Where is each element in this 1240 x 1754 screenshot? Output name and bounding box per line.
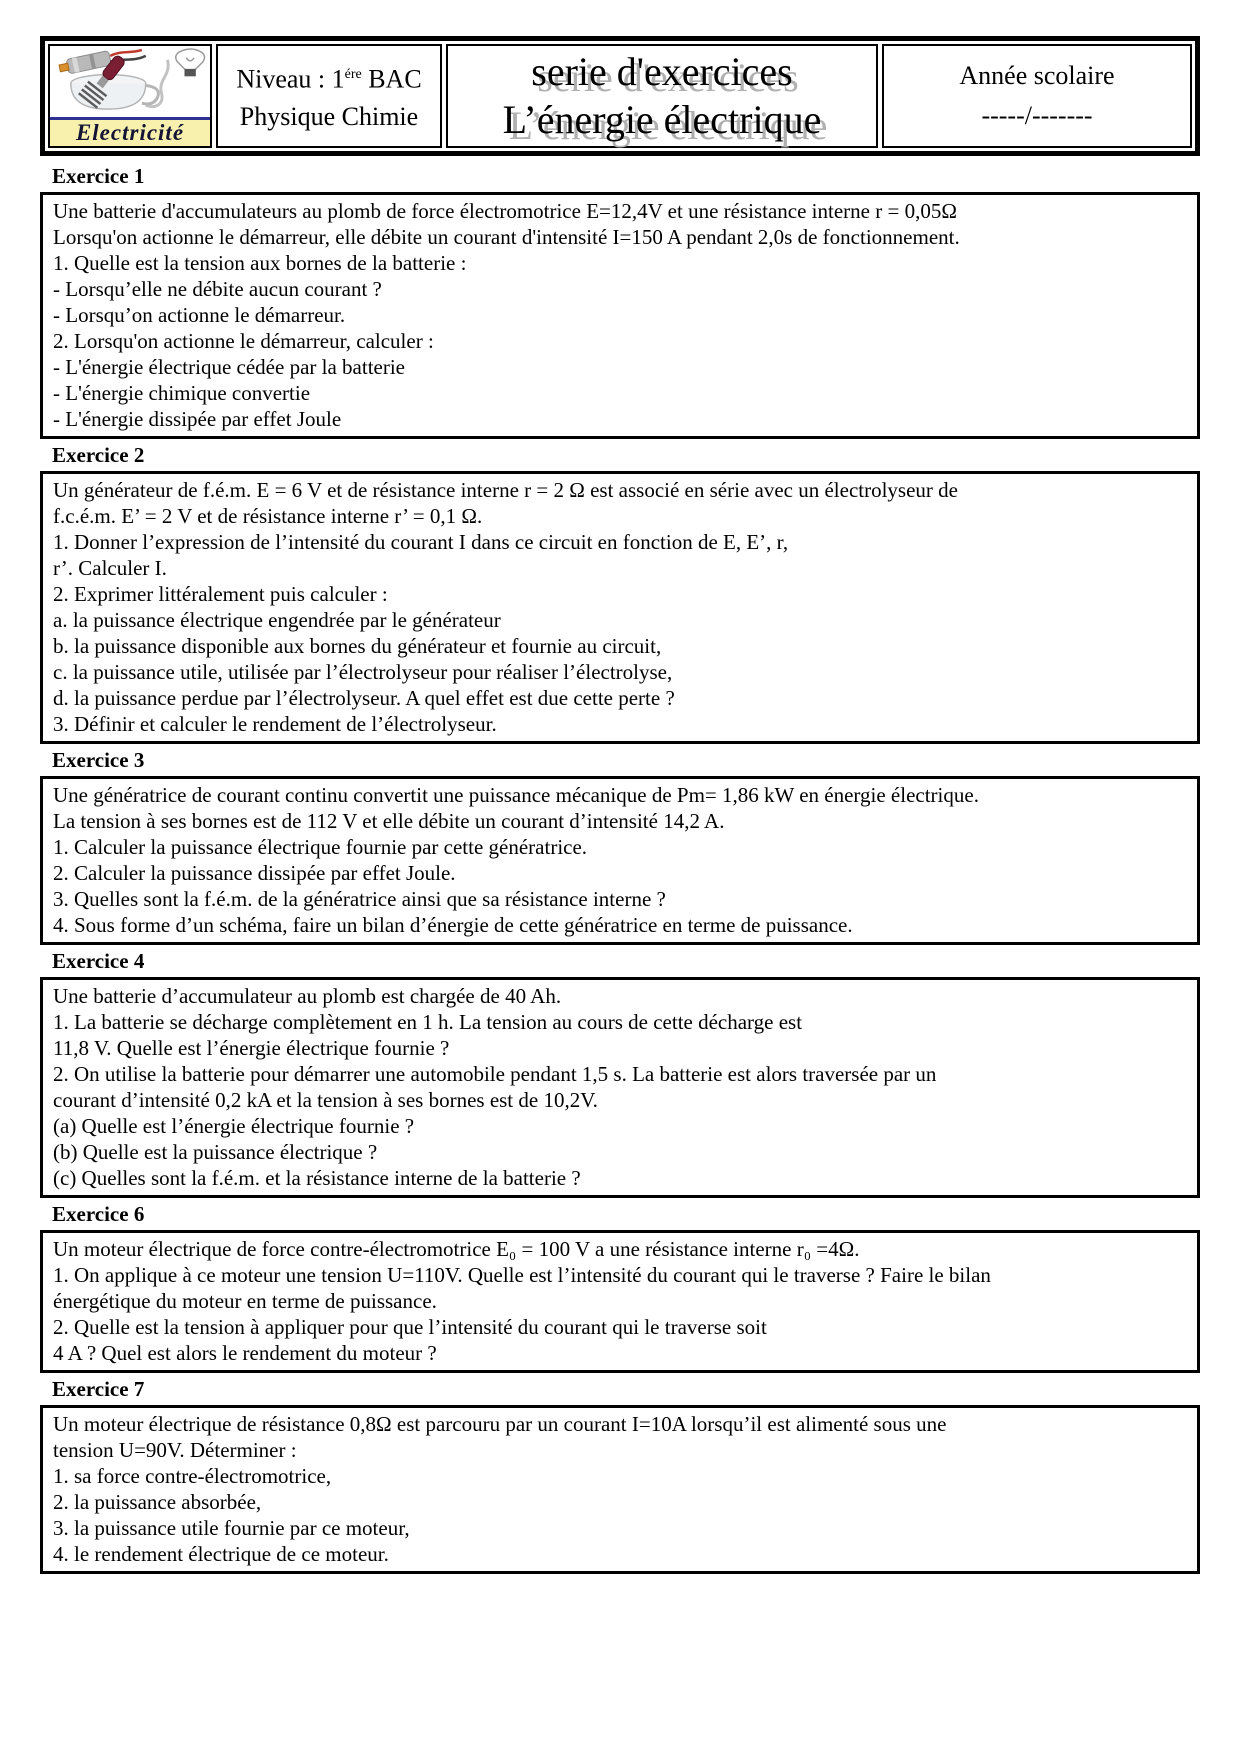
school-year-label: Année scolaire <box>959 61 1115 90</box>
exercise-text-line: Un générateur de f.é.m. E = 6 V et de résistance interne r = 2 Ω est associé en série avec un électrolyseur de <box>53 478 958 502</box>
exercise-text-line: c. la puissance utile, utilisée par l’électrolyseur pour réaliser l’électrolyse, <box>53 660 673 684</box>
sheet-title-line1: serie d'exercices <box>531 49 793 94</box>
exercise-text-line: La tension à ses bornes est de 112 V et elle débite un courant d’intensité 14,2 A. <box>53 809 725 833</box>
exercise-box <box>40 471 1200 744</box>
exercise-text-line: (c) Quelles sont la f.é.m. et la résistance interne de la batterie ? <box>53 1166 581 1190</box>
school-year-blank: -----/------- <box>981 101 1093 130</box>
exercise-box <box>40 977 1200 1198</box>
exercise-text-line: 3. Définir et calculer le rendement de l’électrolyseur. <box>53 712 497 736</box>
exercise-text-line: - L'énergie électrique cédée par la batterie <box>53 355 406 379</box>
school-year-cell <box>882 44 1192 148</box>
exercise-text-line: - Lorsqu’on actionne le démarreur. <box>53 303 346 327</box>
exercise-text-line: Lorsqu'on actionne le démarreur, elle débite un courant d'intensité I=150 A pendant 2,0s de fonctionnement. <box>53 225 960 249</box>
logo-cell <box>48 44 212 148</box>
exercise-section <box>40 1198 1200 1373</box>
red-wire <box>110 50 142 56</box>
exercise-text-line: courant d’intensité 0,2 kA et la tension à ses bornes est de 10,2V. <box>53 1088 598 1112</box>
exercise-section <box>40 1373 1200 1574</box>
exercise-text-line: r’. Calculer I. <box>53 556 167 580</box>
exercise-title: Exercice 4 <box>52 949 145 973</box>
exercise-text-line: Un moteur électrique de force contre-électromotrice E₀ = 100 V a une résistance interne r₀ =4Ω. <box>53 1237 860 1261</box>
exercise-text-line: d. la puissance perdue par l’électrolyseur. A quel effet est due cette perte ? <box>53 686 675 710</box>
exercise-text-line: 11,8 V. Quelle est l’énergie électrique fournie ? <box>53 1036 450 1060</box>
exercise-text-line: - L'énergie dissipée par effet Joule <box>53 407 342 431</box>
exercise-text-line: Une batterie d’accumulateur au plomb est chargée de 40 Ah. <box>53 984 562 1008</box>
exercise-text-line: a. la puissance électrique engendrée par le générateur <box>53 608 501 632</box>
exercise-text-line: - L'énergie chimique convertie <box>53 381 311 405</box>
level-cell <box>216 44 442 148</box>
exercise-section <box>40 160 1200 439</box>
exercises <box>40 160 1200 1574</box>
exercise-title: Exercice 3 <box>52 748 145 772</box>
exercise-text-line: Un moteur électrique de résistance 0,8Ω est parcouru par un courant I=10A lorsqu’il est alimenté sous une <box>53 1412 947 1436</box>
exercise-text-line: b. la puissance disponible aux bornes du générateur et fournie au circuit, <box>53 634 662 658</box>
exercise-text-line: 1. Quelle est la tension aux bornes de la batterie : <box>53 251 467 275</box>
exercise-text-line: 4. Sous forme d’un schéma, faire un bilan d’énergie de cette génératrice en terme de puissance. <box>53 913 853 937</box>
exercise-text-line: (a) Quelle est l’énergie électrique fournie ? <box>53 1114 415 1138</box>
exercise-text-line: 1. Donner l’expression de l’intensité du courant I dans ce circuit en fonction de E, E’, r, <box>53 530 789 554</box>
exercise-section <box>40 744 1200 945</box>
exercise-text-line: - Lorsqu’elle ne débite aucun courant ? <box>53 277 382 301</box>
light-bulb-icon <box>176 49 205 76</box>
exercise-title: Exercice 1 <box>52 164 145 188</box>
sheet-title-line2: L’énergie électrique <box>502 97 822 142</box>
exercise-text-line: Une génératrice de courant continu convertit une puissance mécanique de Pm= 1,86 kW en énergie électrique. <box>53 783 979 807</box>
exercise-text-line: Une batterie d'accumulateurs au plomb de force électromotrice E=12,4V et une résistance interne r = 0,05Ω <box>53 199 957 223</box>
exercise-section <box>40 945 1200 1198</box>
header <box>40 36 1200 156</box>
exercise-text-line: 4. le rendement électrique de ce moteur. <box>53 1542 389 1566</box>
exercise-text-line: 2. Calculer la puissance dissipée par effet Joule. <box>53 861 456 885</box>
exercise-box <box>40 1230 1200 1373</box>
exercise-title: Exercice 2 <box>52 443 145 467</box>
exercise-box <box>40 1405 1200 1574</box>
exercise-title: Exercice 7 <box>52 1377 145 1401</box>
electricity-illustration <box>50 46 210 117</box>
level-line2: Physique Chimie <box>239 102 419 132</box>
exercise-box <box>40 192 1200 439</box>
logo-label: Electricité <box>50 117 210 146</box>
exercise-title: Exercice 6 <box>52 1202 145 1226</box>
exercise-text-line: 3. la puissance utile fournie par ce moteur, <box>53 1516 410 1540</box>
exercise-text-line: 3. Quelles sont la f.é.m. de la génératrice ainsi que sa résistance interne ? <box>53 887 666 911</box>
title-cell <box>446 44 878 148</box>
exercise-text-line: 1. La batterie se décharge complètement en 1 h. La tension au cours de cette décharge est <box>53 1010 803 1034</box>
exercise-text-line: 2. Quelle est la tension à appliquer pour que l’intensité du courant qui le traverse soit <box>53 1315 767 1339</box>
exercise-text-line: 2. On utilise la batterie pour démarrer une automobile pendant 1,5 s. La batterie est alors traversée par un <box>53 1062 937 1086</box>
exercise-text-line: 1. sa force contre-électromotrice, <box>53 1464 332 1488</box>
exercise-box <box>40 776 1200 945</box>
superscript: ére <box>344 66 362 82</box>
exercise-text-line: 1. On applique à ce moteur une tension U=110V. Quelle est l’intensité du courant qui le traverse ? Faire le bilan <box>53 1263 991 1287</box>
exercise-text-line: f.c.é.m. E’ = 2 V et de résistance interne r’ = 0,1 Ω. <box>53 504 483 528</box>
exercise-text-line: énergétique du moteur en terme de puissance. <box>53 1289 437 1313</box>
exercise-text-line: (b) Quelle est la puissance électrique ? <box>53 1140 378 1164</box>
exercise-text-line: 4 A ? Quel est alors le rendement du moteur ? <box>53 1341 437 1365</box>
exercise-text-line: 2. la puissance absorbée, <box>53 1490 262 1514</box>
exercise-text-line: 2. Exprimer littéralement puis calculer : <box>53 582 388 606</box>
exercise-text-line: 1. Calculer la puissance électrique fournie par cette génératrice. <box>53 835 588 859</box>
exercise-text-line: tension U=90V. Déterminer : <box>53 1438 297 1462</box>
exercise-text-line: 2. Lorsqu'on actionne le démarreur, calculer : <box>53 329 434 353</box>
level-line1: Niveau : $1^{ére}$ BAC <box>236 64 422 94</box>
exercise-section <box>40 439 1200 744</box>
